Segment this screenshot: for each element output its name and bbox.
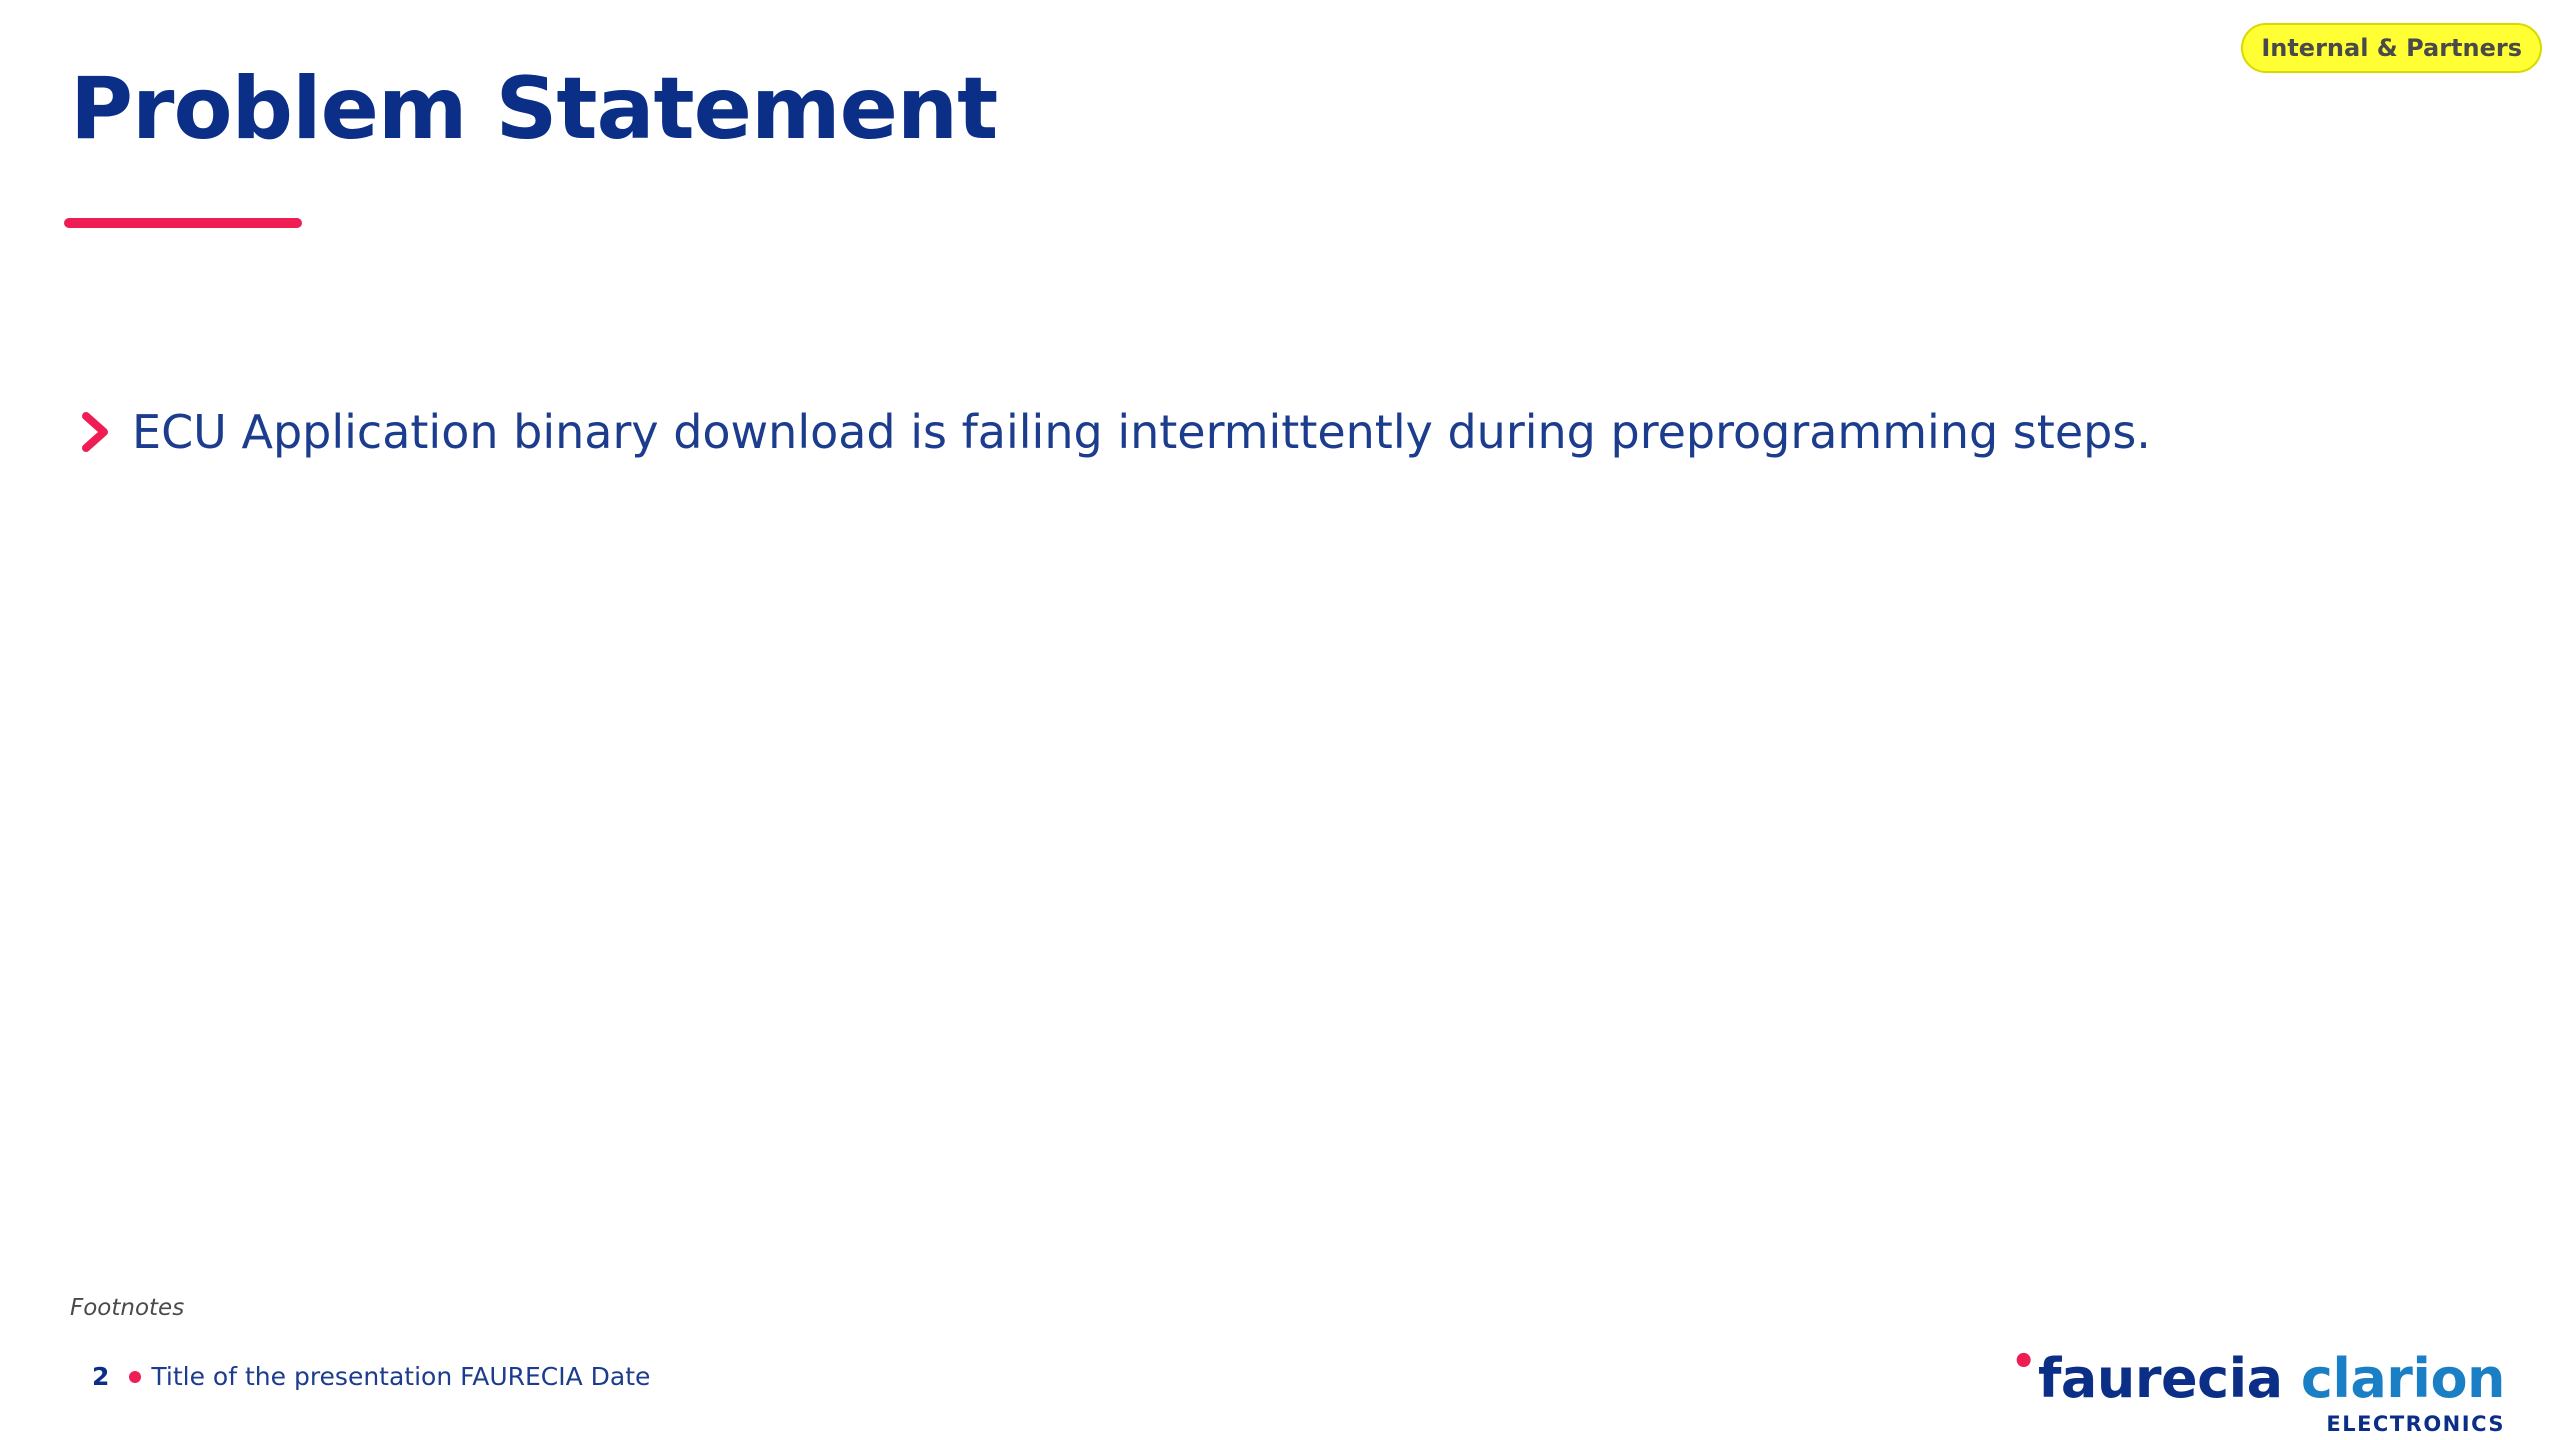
title-underline <box>64 218 302 228</box>
logo-electronics: ELECTRONICS <box>2326 1412 2505 1436</box>
bullet-text: ECU Application binary download is failing intermittently during preprogramming steps. <box>132 405 2151 459</box>
footer <box>92 1362 650 1391</box>
footnotes: Footnotes <box>70 1295 185 1321</box>
slide-title: Problem Statement <box>70 59 998 159</box>
logo-wordmark <box>2010 1339 2505 1410</box>
logo-clarion: clarion <box>2300 1347 2505 1410</box>
classification-badge: Internal & Partners <box>2241 23 2542 73</box>
logo-dot-icon: • <box>2010 1339 2036 1385</box>
footer-bullet-dot <box>129 1371 141 1383</box>
chevron-right-icon <box>78 410 112 454</box>
bullet-item <box>78 405 2151 459</box>
logo-faurecia: faurecia <box>2037 1347 2283 1410</box>
footer-text: Title of the presentation FAURECIA Date <box>151 1362 651 1391</box>
company-logo <box>2010 1339 2505 1436</box>
page-number: 2 <box>92 1362 110 1391</box>
